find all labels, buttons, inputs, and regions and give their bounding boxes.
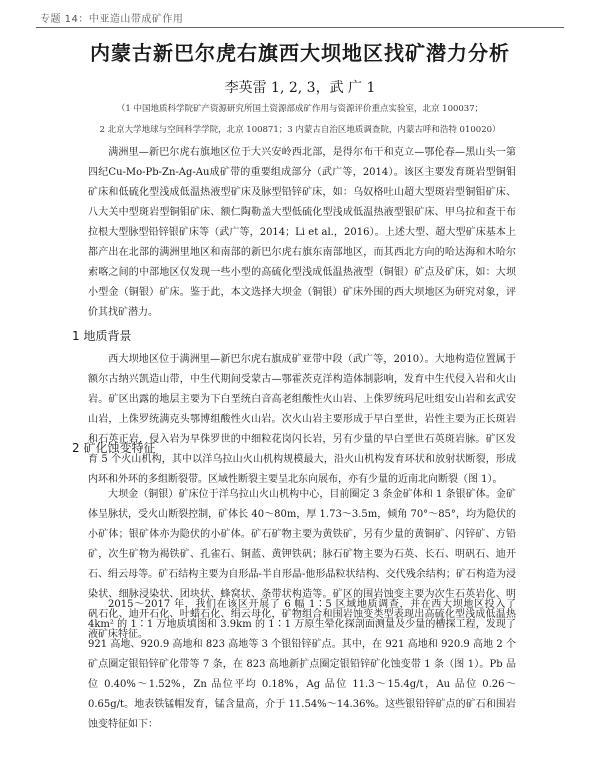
paper-authors: 李英雷 1, 2, 3，武 广 1 bbox=[224, 80, 376, 96]
abstract bbox=[88, 143, 516, 323]
section-2-text-2: 2015～2017 年，我们在该区开展了 6 幅 1∶5 区域地质调查，并在西大坝地区投入了 4km² 的 1∶1 万地质填图和 3.9km 的 1∶1 万原生晕化探剖面测量及少量的槽探工程，发现了 921 高地、920.9 高地和 823 高地等 3 个银铅锌矿点。其中，在 921 高地和 920.9 高地 2 个矿点圈定银铅锌矿化带等 7 条，在 823 高地新扩点圈定银铅锌矿化蚀变带 1 条（图 1）。Pb 品位 0.40%～1.52%，Zn 品位平均 0.18%，Ag 品位 11.3～15.4g/t，Au 品位 0.26～0.65g/t。地表铁锰帽发育，锰含量高，介于 11.54%～14.36%。这些银铅锌矿点的矿石和围岩蚀变特征如下： bbox=[88, 599, 516, 730]
page-header bbox=[0, 0, 600, 30]
section-2-text-1: 大坝金（铜银）矿床位于洋乌拉山火山机构中心，目前圈定 3 条金矿体和 1 条银矿体。金矿体呈脉状，受火山断裂控制，矿体长 40～80m，厚 1.73～3.5m，倾角 70°～85°，均为隐伏的小矿体；银矿体亦为隐伏的小矿体。矿石矿物主要为黄铁矿，另有少量的黄铜矿、闪锌矿、方铅矿，次生矿物为褐铁矿、孔雀石、铜蓝、黄钾铁矾；脉石矿物主要为石英、长石、明矾石、迪开石、绢云母等。矿石结构主要为自形晶-半自形晶-他形晶粒状结构、交代残余结构；矿石构造为浸染状、细脉浸染状、团块状、蜂窝状、条带状构造等。矿区的围岩蚀变主要为次生石英岩化、明矾石化、迪开石化、叶蜡石化、绢云母化，矿物组合和围岩蚀变类型表现出高硫化型浅成低温热液矿床特征。 bbox=[88, 489, 516, 640]
affiliation-2: 2 北京大学地球与空间科学学院，北京 100871；3 内蒙古自治区地质调查院，内蒙古呼和浩特 010020） bbox=[99, 125, 501, 135]
section-1-text: 西大坝地区位于满洲里—新巴尔虎右旗成矿亚带中段（武广等，2010）。大地构造位置属于额尔古纳兴凯造山带，中生代期间受蒙古—鄂霍茨克洋构造体制影响，发育中生代侵入岩和火山岩。矿区出露的地层主要为下白垩统白音高老组酸性火山岩、上侏罗统玛尼吐组安山岩和玄武安山岩，上侏罗统满克头鄂博组酸性火山岩。次火山岩主要形成于早白垩世，岩性主要为正长斑岩和石英正岩，侵入岩为早侏罗世的中细粒花岗闪长岩，另有少量的早白垩世石英斑岩脉。矿区发育 5 个火山机构，其中以洋乌拉山火山机构规模最大，沿火山机构发育环状和放射状断裂，形成内环和外环的多组断裂带。区域性断裂主要呈北东向展布，亦有少量的近南北向断裂（图 1）。 bbox=[88, 354, 516, 485]
abstract-text: 满洲里—新巴尔虎右旗地区位于大兴安岭西北部，是得尔布干和克立—鄂伦春—黑山头一第四纪Cu-Mo-Pb-Zn-Ag-Au成矿带的重要组成部分（武广等，2014）。该区主要发育斑岩型铜钼矿床和低硫化型浅成低温热液型矿床及脉型铅锌矿床，如：乌奴格吐山超大型斑岩型铜钼矿床、八大关中型斑岩型铜钼矿床、额仁陶勒盖大型低硫化型浅成低温热液型银矿床、甲乌拉和查干布拉根大型脉型铅锌银矿床等（武广等，2014；Li et al.，2016）。上述大型、超大型矿床基本上都产出在北部的满洲里地区和南部的新巴尔虎右旗东南部地区，而其西北方向的哈达海和木哈尔索喀之间的中部地区仅发现一些小型的高硫化型浅成低温热液型（铜银）矿点及矿床，如：大坝小型金（铜银）矿床。鉴于此，本文选择大坝金（铜银）矿床外围的西大坝地区为研究对象，评价其找矿潜力。 bbox=[88, 147, 516, 318]
section-2-heading: 2 矿化蚀变特征 bbox=[72, 441, 156, 455]
section-1-heading: 1 地质背景 bbox=[72, 329, 132, 343]
affiliation-1: （1 中国地质科学院矿产资源研究所国土资源部成矿作用与资源评价重点实验室，北京 100037； bbox=[116, 104, 484, 114]
running-head: 专题 14：中亚造山带成矿作用 bbox=[40, 14, 184, 25]
section-2-body-2 bbox=[88, 595, 516, 735]
header-rule bbox=[36, 27, 564, 28]
paper-title: 内蒙古新巴尔虎右旗西大坝地区找矿潜力分析 bbox=[90, 41, 510, 65]
section-1-body bbox=[88, 350, 516, 490]
